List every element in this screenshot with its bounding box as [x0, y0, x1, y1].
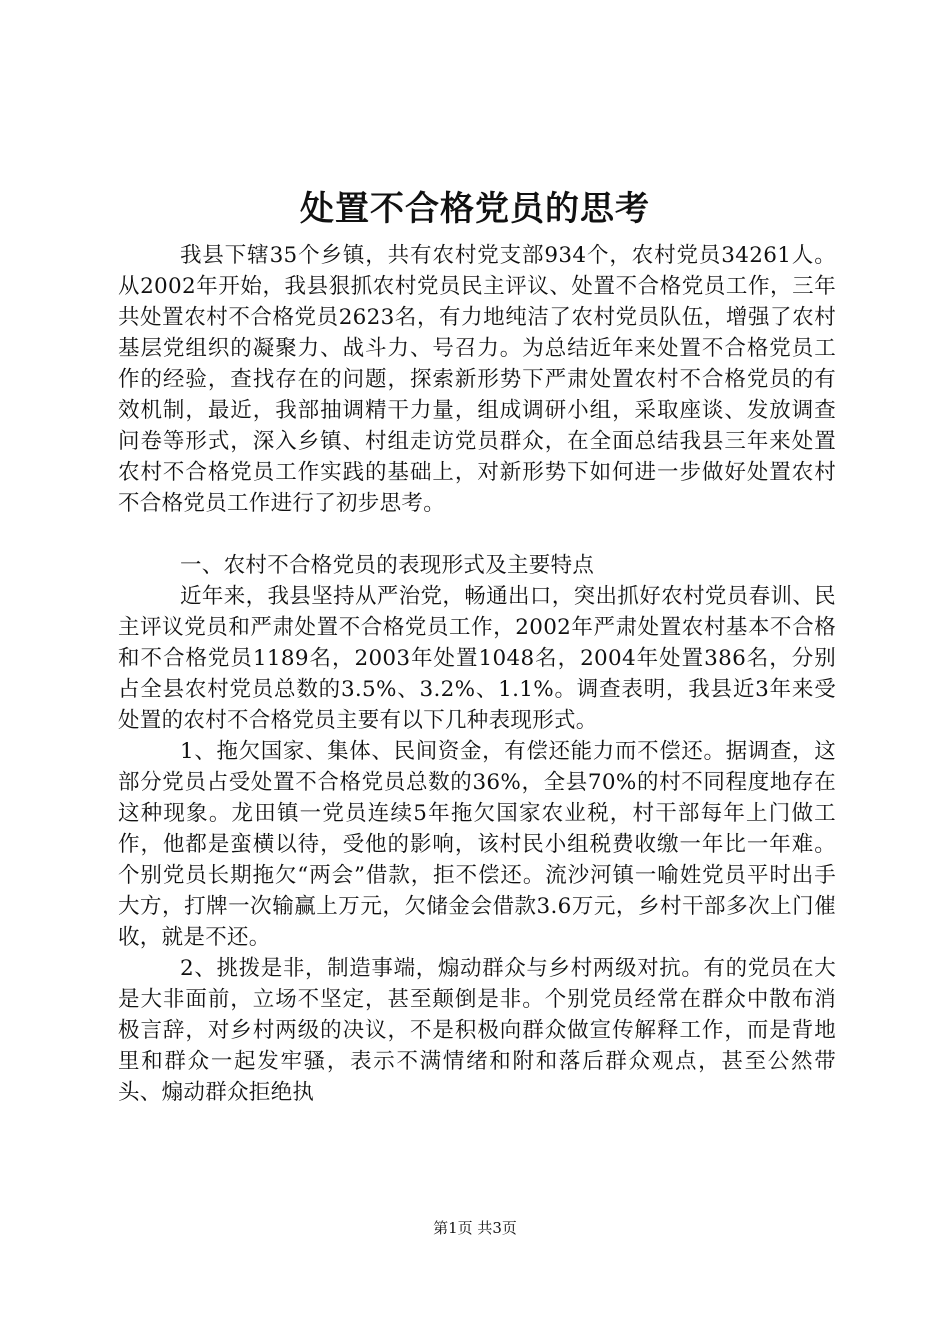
page-title: 处置不合格党员的思考 [300, 189, 650, 229]
section-paragraph: 近年来，我县坚持从严治党，畅通出口，突出抓好农村党员春训、民主评议党员和严肃处置不合格党员工作，2002年严肃处置农村基本不合格和不合格党员1189名，2003年处置1048名，2004年处置386名，分别占全县农村党员总数的3.5%、3.2%、1.1%。调查表明，我县近3年来受处置的农村不合格党员主要有以下几种表现形式。 [118, 584, 836, 733]
document-body [118, 240, 836, 1108]
page-number-footer: 第1页 共3页 [433, 1219, 517, 1237]
item-2-paragraph: 2、挑拨是非，制造事端，煽动群众与乡村两级对抗。有的党员在大是大非面前，立场不坚定，甚至颠倒是非。个别党员经常在群众中散布消极言辞，对乡村两级的决议，不是积极向群众做宣传解释工作，而是背地里和群众一起发牢骚，表示不满情绪和附和落后群众观点，甚至公然带头、煽动群众拒绝执 [118, 956, 836, 1105]
section-heading: 一、农村不合格党员的表现形式及主要特点 [180, 553, 595, 578]
item-1-paragraph: 1、拖欠国家、集体、民间资金，有偿还能力而不偿还。据调查，这部分党员占受处置不合格党员总数的36%，全县70%的村不同程度地存在这种现象。龙田镇一党员连续5年拖欠国家农业税，村干部每年上门做工作，他都是蛮横以待，受他的影响，该村民小组税费收缴一年比一年难。个别党员长期拖欠“两会”借款，拒不偿还。流沙河镇一喻姓党员平时出手大方，打牌一次输赢上万元，欠储金会借款3.6万元，乡村干部多次上门催收，就是不还。 [118, 739, 836, 950]
intro-paragraph: 我县下辖35个乡镇，共有农村党支部934个，农村党员34261人。从2002年开始，我县狠抓农村党员民主评议、处置不合格党员工作，三年共处置农村不合格党员2623名，有力地纯洁了农村党员队伍，增强了农村基层党组织的凝聚力、战斗力、号召力。为总结近年来处置不合格党员工作的经验，查找存在的问题，探索新形势下严肃处置农村不合格党员的有效机制，最近，我部抽调精干力量，组成调研小组，采取座谈、发放调查问卷等形式，深入乡镇、村组走访党员群众，在全面总结我县三年来处置农村不合格党员工作实践的基础上，对新形势下如何进一步做好处置农村不合格党员工作进行了初步思考。 [118, 243, 836, 516]
